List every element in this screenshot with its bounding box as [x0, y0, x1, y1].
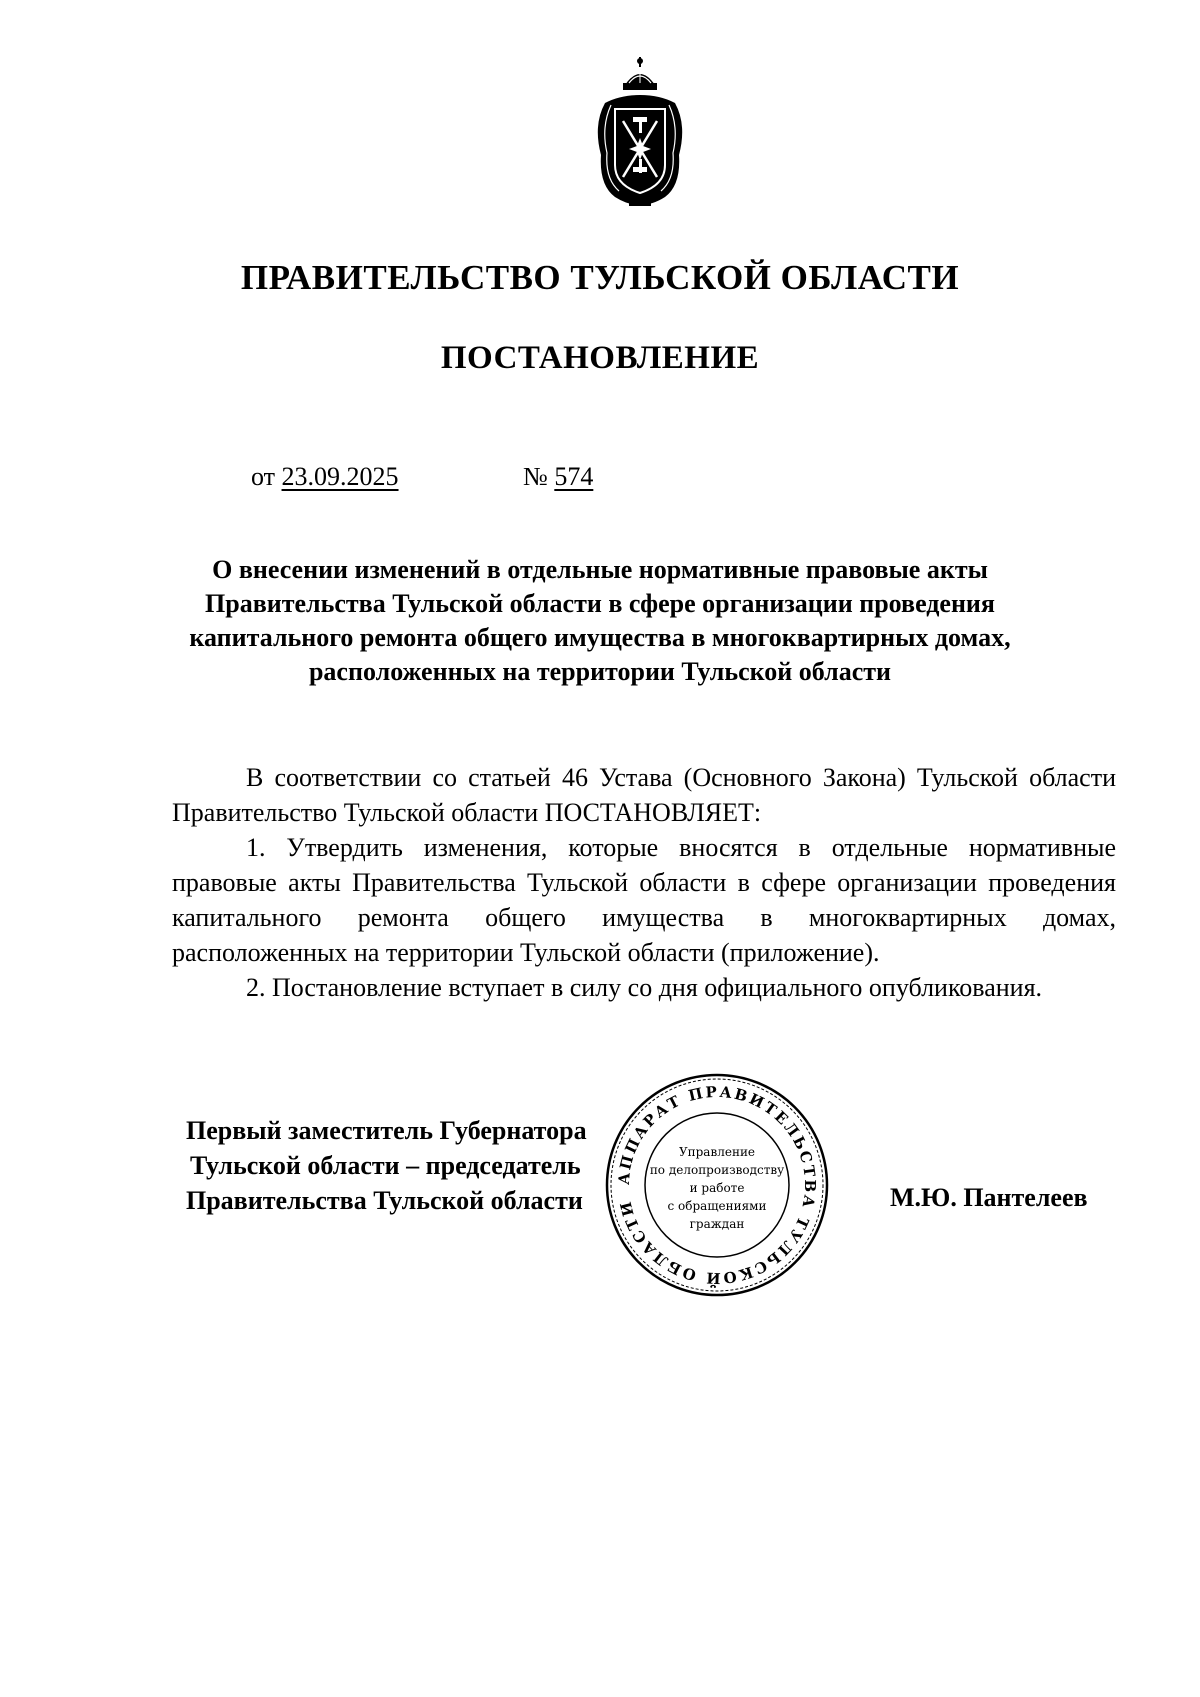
document-number: 574 [554, 462, 594, 491]
subject-line: капитального ремонта общего имущества в многоквартирных домах, [189, 623, 1011, 652]
document-date: 23.09.2025 [281, 462, 399, 491]
body-paragraph: 1. Утвердить изменения, которые вносятся в отдельные нормативные правовые акты Правительства Тульской области в сфере организации проведения капитального ремонта общего имущества в многоквартирных домах, расположенных на территории Тульской области (приложение). [172, 833, 1116, 967]
shield-icon [615, 109, 665, 193]
registration-line [251, 462, 594, 492]
stamp-center-line: граждан [689, 1217, 745, 1231]
subject-line: расположенных на территории Тульской области [308, 657, 892, 686]
body-paragraph: В соответствии со статьей 46 Устава (Основного Закона) Тульской области Правительство Тульской области ПОСТАНОВЛЯЕТ: [172, 763, 1116, 827]
crown-icon [623, 57, 657, 90]
number-block [523, 462, 593, 492]
document-type-heading: ПОСТАНОВЛЕНИЕ [440, 340, 760, 376]
date-prefix: от [251, 462, 276, 491]
stamp-center-line: по делопроизводству [649, 1163, 785, 1177]
stamp-center-line: с обращениями [667, 1199, 767, 1213]
organization-title: ПРАВИТЕЛЬСТВО ТУЛЬСКОЙ ОБЛАСТИ [240, 258, 960, 297]
stamp-center-line: Управление [678, 1145, 756, 1159]
signer-position-line: Тульской области – председатель [190, 1151, 581, 1180]
document-body [172, 760, 1116, 1005]
signer-position [186, 1113, 587, 1218]
subject-line: Правительства Тульской области в сфере организации проведения [205, 589, 995, 618]
signer-position-line: Первый заместитель Губернатора [186, 1116, 587, 1145]
coat-of-arms-emblem [585, 55, 695, 215]
official-stamp [602, 1070, 832, 1300]
stamp-ring-text: АППАРАТ ПРАВИТЕЛЬСТВА ТУЛЬСКОЙ ОБЛАСТИ [614, 1082, 820, 1288]
signer-position-line: Правительства Тульской области [186, 1186, 583, 1215]
stamp-center-text [650, 1145, 784, 1231]
subject-line: О внесении изменений в отдельные нормативные правовые акты [212, 555, 988, 584]
document-subject [150, 553, 1050, 689]
signer-name: М.Ю. Пантелеев [890, 1183, 1088, 1212]
body-paragraph: 2. Постановление вступает в силу со дня официального опубликования. [246, 973, 1043, 1002]
stamp-center-line: и работе [689, 1181, 745, 1195]
number-prefix: № [523, 462, 548, 491]
